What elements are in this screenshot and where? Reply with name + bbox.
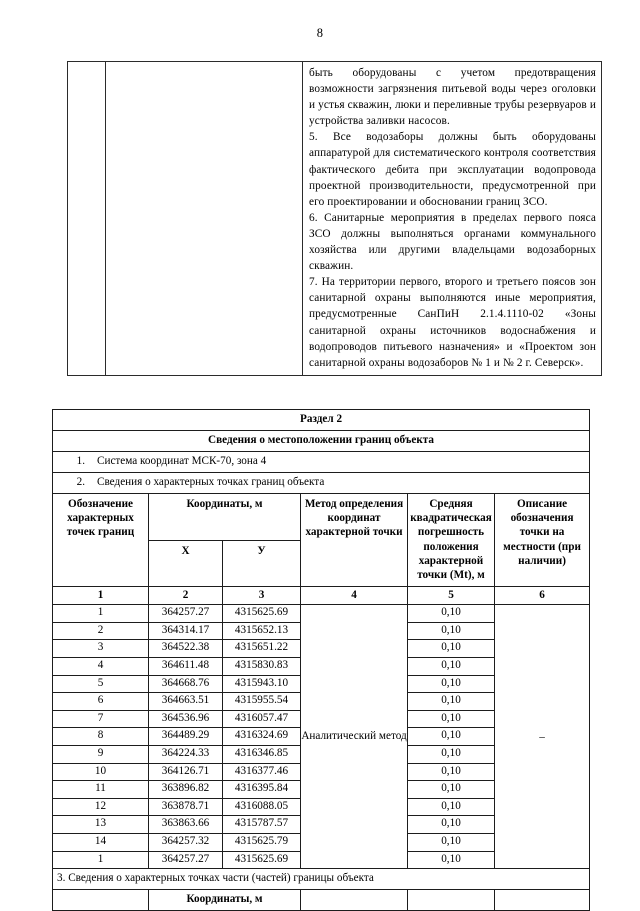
paragraph-7: 7. На территории первого, второго и третьего поясов зон санитарной охраны выполняются иные мероприятия, предусмотренные СанПиН 2.1.4.1110-02 «Зоны санитарной охраны источников водоснабжения и водопроводов питьевого назначения» и «Проектом зон санитарной охраны водозаборов № 1 и № 2 г. Северск». — [309, 276, 596, 369]
section-title-row — [53, 410, 590, 431]
cell-mt: 0,10 — [408, 658, 495, 676]
cell-mt: 0,10 — [408, 605, 495, 623]
cell-method: Аналитический метод — [301, 605, 408, 869]
section-subtitle: Сведения о местоположении границ объекта — [53, 431, 590, 452]
cell-x: 364663.51 — [149, 693, 223, 711]
continuation-cell-empty-2 — [106, 62, 303, 376]
cell-y: 4316395.84 — [223, 781, 301, 799]
cell-y: 4315943.10 — [223, 675, 301, 693]
cell-mt: 0,10 — [408, 622, 495, 640]
header-row-top — [53, 494, 590, 541]
item-2 — [53, 473, 590, 494]
coordinates-row-empty-method — [301, 890, 408, 911]
cell-x: 364522.38 — [149, 640, 223, 658]
cell-point: 14 — [53, 833, 149, 851]
cell-point: 1 — [53, 851, 149, 869]
cell-mt: 0,10 — [408, 833, 495, 851]
cell-mt: 0,10 — [408, 675, 495, 693]
cell-y: 4316088.05 — [223, 798, 301, 816]
header-coordinates: Координаты, м — [149, 494, 301, 541]
cell-x: 364224.33 — [149, 745, 223, 763]
cell-point: 4 — [53, 658, 149, 676]
coordinates-row-empty-desc — [495, 890, 590, 911]
cell-point: 6 — [53, 693, 149, 711]
header-x: X — [149, 540, 223, 587]
cell-y: 4316324.69 — [223, 728, 301, 746]
coordinates-header: Координаты, м — [149, 890, 301, 911]
section-subtitle-row — [53, 431, 590, 452]
cell-mt: 0,10 — [408, 816, 495, 834]
column-number-5: 5 — [408, 587, 495, 605]
coordinates-header-row — [53, 890, 590, 911]
cell-x: 364126.71 — [149, 763, 223, 781]
cell-y: 4315625.69 — [223, 851, 301, 869]
continuation-cell-empty-1 — [68, 62, 106, 376]
cell-mt: 0,10 — [408, 798, 495, 816]
column-number-1: 1 — [53, 587, 149, 605]
cell-x: 364489.29 — [149, 728, 223, 746]
cell-mt: 0,10 — [408, 728, 495, 746]
cell-y: 4315955.54 — [223, 693, 301, 711]
item-1-number: 1. — [76, 455, 85, 467]
cell-point: 10 — [53, 763, 149, 781]
table-row — [68, 62, 602, 376]
header-description: Описание обозначения точки на местности (при наличии) — [495, 494, 590, 587]
cell-x: 364611.48 — [149, 658, 223, 676]
paragraph-5: 5. Все водозаборы должны быть оборудованы аппаратурой для систематического контроля соответствия фактического дебита при эксплуатации водопровода проектной производительности, предусмотренной при его проектировании и обосновании границ ЗСО. — [309, 131, 596, 208]
cell-y: 4316346.85 — [223, 745, 301, 763]
cell-point: 12 — [53, 798, 149, 816]
column-number-4: 4 — [301, 587, 408, 605]
cell-mt: 0,10 — [408, 640, 495, 658]
header-point-designation: Обозначение характерных точек границ — [53, 494, 149, 587]
cell-y: 4315625.69 — [223, 605, 301, 623]
cell-y: 4315787.57 — [223, 816, 301, 834]
cell-mt: 0,10 — [408, 693, 495, 711]
item2-row — [53, 473, 590, 494]
cell-x: 364257.27 — [149, 851, 223, 869]
cell-point: 7 — [53, 710, 149, 728]
item-2-text: Сведения о характерных точках границ объекта — [97, 476, 325, 488]
item-2-number: 2. — [76, 476, 85, 488]
page-number: 8 — [316, 26, 324, 40]
cell-mt: 0,10 — [408, 763, 495, 781]
cell-point: 1 — [53, 605, 149, 623]
continuation-table — [67, 61, 602, 376]
cell-x: 363896.82 — [149, 781, 223, 799]
item-1-text: Система координат МСК-70, зона 4 — [97, 455, 267, 467]
cell-y: 4316377.46 — [223, 763, 301, 781]
header-y: У — [223, 540, 301, 587]
cell-y: 4315652.13 — [223, 622, 301, 640]
cell-mt: 0,10 — [408, 781, 495, 799]
cell-point: 2 — [53, 622, 149, 640]
cell-y: 4315830.83 — [223, 658, 301, 676]
cell-x: 364668.76 — [149, 675, 223, 693]
cell-y: 4315651.22 — [223, 640, 301, 658]
header-method: Метод определения координат характерной точки — [301, 494, 408, 587]
cell-x: 364257.32 — [149, 833, 223, 851]
cell-x: 363863.66 — [149, 816, 223, 834]
item-3-text: 3. Сведения о характерных точках части (частей) границы объекта — [53, 869, 590, 890]
cell-mt: 0,10 — [408, 851, 495, 869]
cell-point: 3 — [53, 640, 149, 658]
cell-x: 363878.71 — [149, 798, 223, 816]
cell-mt: 0,10 — [408, 745, 495, 763]
header-rmse: Средняя квадратическая погрешность положения характерной точки (Mt), м — [408, 494, 495, 587]
table-row — [53, 605, 590, 623]
cell-description: – — [495, 605, 590, 869]
cell-y: 4316057.47 — [223, 710, 301, 728]
cell-mt: 0,10 — [408, 710, 495, 728]
column-number-2: 2 — [149, 587, 223, 605]
item1-row — [53, 452, 590, 473]
cell-point: 13 — [53, 816, 149, 834]
cell-point: 8 — [53, 728, 149, 746]
section-title: Раздел 2 — [53, 410, 590, 431]
column-number-row — [53, 587, 590, 605]
item3-row — [53, 869, 590, 890]
coordinates-row-empty-left — [53, 890, 149, 911]
item-1 — [53, 452, 590, 473]
coordinates-row-empty-rmse — [408, 890, 495, 911]
continuation-text-cell — [303, 62, 602, 376]
section2-table — [52, 409, 590, 911]
paragraph-6: 6. Санитарные мероприятия в пределах первого пояса ЗСО должны выполняться органами коммунального хозяйства или другими владельцами водозаборных скважин. — [309, 211, 596, 273]
cell-point: 9 — [53, 745, 149, 763]
column-number-6: 6 — [495, 587, 590, 605]
cell-point: 11 — [53, 781, 149, 799]
cell-x: 364536.96 — [149, 710, 223, 728]
column-number-3: 3 — [223, 587, 301, 605]
cell-point: 5 — [53, 675, 149, 693]
paragraph-4-continued: быть оборудованы с учетом предотвращения возможности загрязнения питьевой воды через оголовки и устья скважин, люки и переливные трубы резервуаров и устройства заливки насосов. — [309, 67, 596, 128]
cell-x: 364257.27 — [149, 605, 223, 623]
cell-x: 364314.17 — [149, 622, 223, 640]
cell-y: 4315625.79 — [223, 833, 301, 851]
